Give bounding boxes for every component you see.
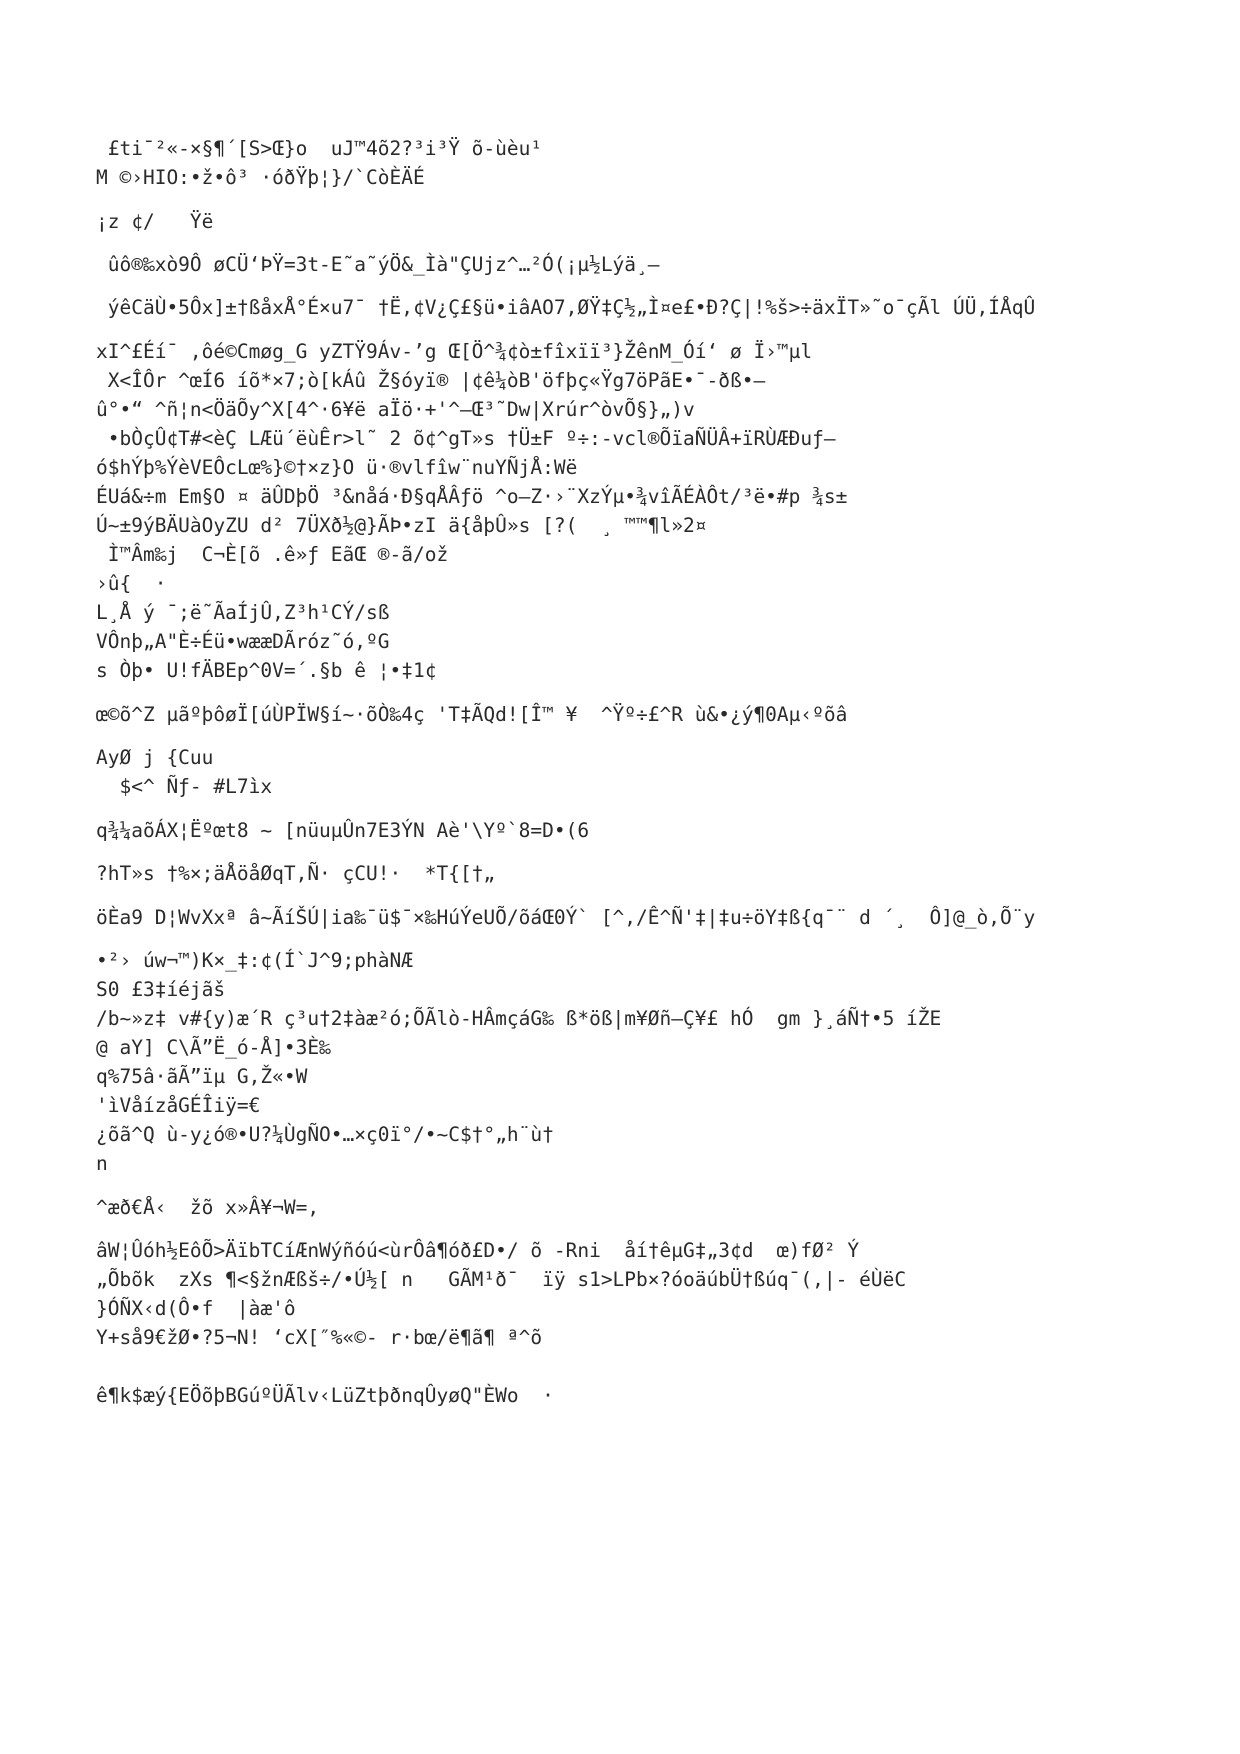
- text-line-10: ó$hÝþ%ÝèVEÔcLœ%}©†×z}O ü·®vlfîw¨nuYÑjÅ:Wë: [96, 456, 578, 479]
- text-line-37: ê¶k$æý{EÖõþBGúºÜÃlv‹LüZtþðnqÛyøQ"ÈWo ·: [96, 1384, 554, 1407]
- text-line-34: „Õbõk zXs ¶<§žnÆßš÷/•Ú½[ n GÃM¹ð¯ ïÿ s1>LPb×?óoäúbÜ†ßúq¯(,|- éÙëC: [96, 1268, 907, 1291]
- text-line-12: Ú~±9ýBÄUàOyZU d² 7ÜXð½@}ÃÞ•zI ä{åþÛ»s [?( ¸ ™™¶l»2¤: [96, 514, 707, 537]
- text-line-36: Y+så9€žØ•?5¬N! ‘cX[″%«©- r·bœ/ë¶ã¶ ª^õ: [96, 1326, 543, 1349]
- text-line-35: }ÓÑX‹d(Ô•f |àæ'ô: [96, 1297, 296, 1320]
- text-line-21: q¾¼aõÁX¦Ëºœt8 ~ [nüuµÛn7E3ÝN Aè'\Yº`8=D•(6: [96, 819, 590, 842]
- text-line-26: /b~»z‡ v#{y)æ´R ç³u†2‡àæ²ó;ÕÃlò-HÂmçáG‰ ß*öß|m¥Øñ—Ç¥£ hÓ gm }¸áÑ†•5 íŽE: [96, 1007, 942, 1030]
- text-line-2: M ©›HIO:•ž•ô³ ·óðŸþ¦}/`CòÈÄÉ: [96, 166, 425, 189]
- text-line-28: q%75â·ãÃ”ïµ G,Ž«•W: [96, 1065, 308, 1088]
- text-line-29: 'ìVåízåGÉÎiÿ=€: [96, 1094, 261, 1117]
- text-line-4: ûô®‰xò9Ô øCÜ‘ÞŸ=3t-E˜a˜ýÖ&_Ìà"ÇUjz^…²Ó(¡µ½Lýä¸—: [96, 253, 660, 276]
- text-line-27: @ aY] C\Ã”Ë_ó-Å]•3È‰: [96, 1036, 331, 1059]
- text-line-25: S0 £3‡íéjãš: [96, 978, 226, 1001]
- text-line-33: âW¦Ûóh½EôÕ>ÄïbTCíÆnWýñóú<ùrÔâ¶óð£D•/ õ -Rni åí†êµG‡„3¢d œ)fØ² Ý: [96, 1239, 860, 1262]
- text-line-1: £ti¯²«-×§¶´[S>Œ}o uJ™4õ2?³i³Ÿ õ-ùèu¹: [96, 137, 543, 160]
- text-line-11: ÉUá&÷m Em§O ¤ äÛDþÖ ³&nåá·Ð§qÅÂƒö ^o—Z·›¨XzÝµ•¾vîÃÉÀÔt/³ë•#p ¾s±: [96, 485, 848, 508]
- text-line-16: VÔnþ„A"È÷Éü•wææDÃróz˜ó,ºG: [96, 630, 390, 653]
- text-line-22: ?hT»s †%×;äÅöåØqT,Ñ· çCU!· *T{[†„: [96, 862, 496, 885]
- text-line-15: L¸Å ý ¯;ë˜ÃaÍjÛ,Z³h¹CÝ/sß: [96, 601, 390, 624]
- text-line-23: öÈa9 D¦WvXxª â~ÃíŠÚ|ia‰¯ü$¯×‰HúÝeUÕ/õáŒ0Ý` [^,/Ê^Ñ'‡|‡u÷öY‡ß{q¯¨ d ´¸ Ô]@_ò,Õ¨y: [96, 906, 1036, 929]
- text-line-32: ^æð€Å‹ žõ x»Â¥¬W=,: [96, 1196, 320, 1219]
- text-line-30: ¿õã^Q ù-y¿ó®•U?¼ÙgÑO•…×ç0ï°/•~C$†°„h¨ù†: [96, 1123, 554, 1146]
- text-line-17: s Òþ• U!fÄBEp^0V=´.§b ê ¦•‡1¢: [96, 659, 437, 682]
- text-line-5: ýêCäÙ•5Ôx]±†ßåxÅ°É×u7¯ †Ë,¢V¿Ç£§ü•iâAO7,ØŸ‡Ç½„Ì¤e£•Ð?Ç|!%š>÷äxÏT»˜o¯çÃl ÚÜ,ÍÅqÛ: [96, 296, 1036, 319]
- text-line-6: xI^£Éí¯ ,ôé©Cmøg_G yZTŸ9Áv-’g Œ[Ö^¾¢ò±fîxïï³}ŽênM_Óí‘ ø Ï›™µl: [96, 340, 813, 363]
- text-line-24: •²› úw¬™)K×_‡:¢(Í`J^9;phàNÆ: [96, 949, 413, 972]
- text-line-19: AyØ j {Cuu: [96, 746, 214, 769]
- text-line-7: X<ÎÔr ^œÍ6 íõ*×7;ò[kÁû Ž§óyï® |¢ê¼òB'öfþç«Ÿg7öPãE•¯-ðß•—: [96, 369, 766, 392]
- text-line-3: ¡z ¢/ Ÿë: [96, 210, 214, 233]
- text-line-14: ›û{ ·: [96, 572, 167, 595]
- text-line-18: œ©õ^Z µãºþôøÏ[úÙPÏW§í~·õÒ‰4ç 'T‡ÃQd![Î™ ¥ ^Ÿº÷£^R ù&•¿ý¶0Aµ‹ºõâ: [96, 703, 848, 726]
- text-line-13: Ì™Âm‰j C¬È[õ .ê»ƒ EãŒ ®-ã/ož: [96, 543, 449, 566]
- text-line-31: n: [96, 1152, 108, 1175]
- text-line-20: $<^ Ñƒ- #L7ìx: [96, 775, 273, 798]
- text-line-9: •bÒçÛ¢T#<èÇ LÆü´ëùÊr>l˜ 2 õ¢^gT»s †Ü±F º÷:-vcl®ÕïaÑÜÂ+ïRÙÆÐuƒ—: [96, 427, 836, 450]
- text-line-8: û°•“ ^ñ¦n<ÖäÕy^X[4^·6¥ë aÏö·+'^—Œ³˜Dw|Xrúr^òvÕ§}„)v: [96, 398, 695, 421]
